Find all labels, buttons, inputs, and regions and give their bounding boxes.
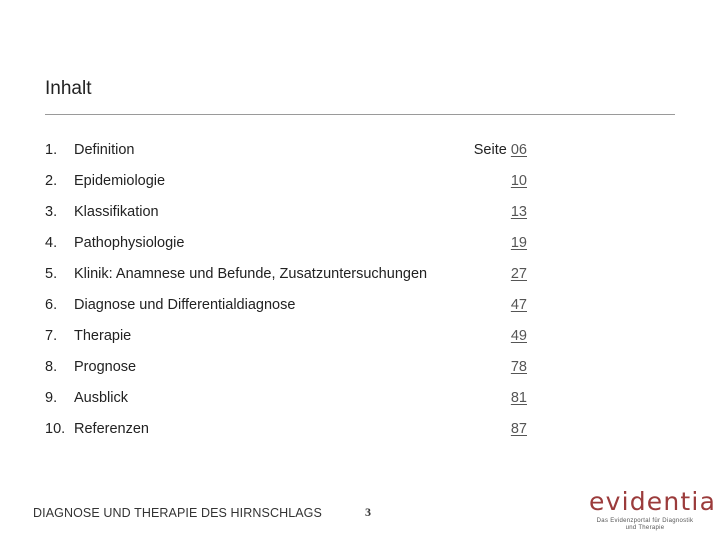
toc-entry-label: Definition — [74, 142, 135, 158]
toc-entry — [45, 388, 527, 408]
toc-entry-label: Diagnose und Differentialdiagnose — [74, 297, 296, 313]
toc-entry-label: Therapie — [74, 328, 132, 344]
toc-entry-number: 2. — [45, 173, 58, 189]
toc-page-link[interactable]: 10 — [510, 173, 527, 189]
toc-page-link[interactable]: 87 — [510, 421, 527, 437]
footer-document-title: DIAGNOSE UND THERAPIE DES HIRNSCHLAGS — [33, 506, 322, 520]
toc-entry — [45, 171, 527, 191]
toc-entry — [45, 202, 527, 222]
page-title: Inhalt — [45, 78, 92, 99]
toc-page-link[interactable]: 06 — [510, 142, 527, 158]
toc-page-link[interactable]: 13 — [510, 204, 527, 220]
toc-entry-number: 8. — [45, 359, 58, 375]
evidentia-logo — [589, 487, 717, 536]
toc-entry-number: 10. — [45, 421, 66, 437]
toc-entry-number: 6. — [45, 297, 58, 313]
toc-entry — [45, 357, 527, 377]
toc-page-link[interactable]: 49 — [510, 328, 527, 344]
toc-page-link[interactable]: 81 — [510, 390, 527, 406]
toc-page-link[interactable]: 19 — [510, 235, 527, 251]
toc-entry — [45, 295, 527, 315]
toc-entry-label: Klinik: Anamnese und Befunde, Zusatzuntersuchungen — [74, 266, 428, 282]
toc-entry — [45, 233, 527, 253]
title-divider — [45, 114, 675, 115]
toc-entry-number: 4. — [45, 235, 58, 251]
toc-entry-page — [474, 140, 527, 160]
logo-wordmark: evidentia — [589, 487, 717, 516]
toc-entry-label: Pathophysiologie — [74, 235, 185, 251]
toc-entry — [45, 140, 527, 160]
toc-entry-page — [511, 264, 527, 284]
toc-entry-page — [511, 357, 527, 377]
toc-entry-label: Klassifikation — [74, 204, 159, 220]
toc-entry-label: Prognose — [74, 359, 137, 375]
page-prefix-label: Seite — [473, 142, 507, 158]
logo-tagline: Das Evidenzportal für Diagnostik und Therapie — [596, 518, 694, 531]
page-number: 3 — [365, 505, 371, 519]
toc-entry-page — [511, 233, 527, 253]
toc-entry-page — [511, 295, 527, 315]
toc-entry-label: Epidemiologie — [74, 173, 166, 189]
toc-entry — [45, 419, 527, 439]
toc-entry-number: 3. — [45, 204, 58, 220]
toc-entry-page — [511, 326, 527, 346]
toc-page-link[interactable]: 47 — [510, 297, 527, 313]
toc-entry-page — [511, 171, 527, 191]
toc-entry-label: Ausblick — [74, 390, 128, 406]
toc-entry-number: 7. — [45, 328, 58, 344]
toc-entry-number: 9. — [45, 390, 58, 406]
toc-entry-number: 5. — [45, 266, 58, 282]
toc-page-link[interactable]: 78 — [510, 359, 527, 375]
toc-entry-label: Referenzen — [74, 421, 149, 437]
toc-entry — [45, 326, 527, 346]
toc-entry-page — [511, 419, 527, 439]
toc-entry-page — [511, 202, 527, 222]
toc-entry — [45, 264, 527, 284]
toc-entry-page — [511, 388, 527, 408]
toc-entry-number: 1. — [45, 142, 58, 158]
toc-page-link[interactable]: 27 — [510, 266, 527, 282]
